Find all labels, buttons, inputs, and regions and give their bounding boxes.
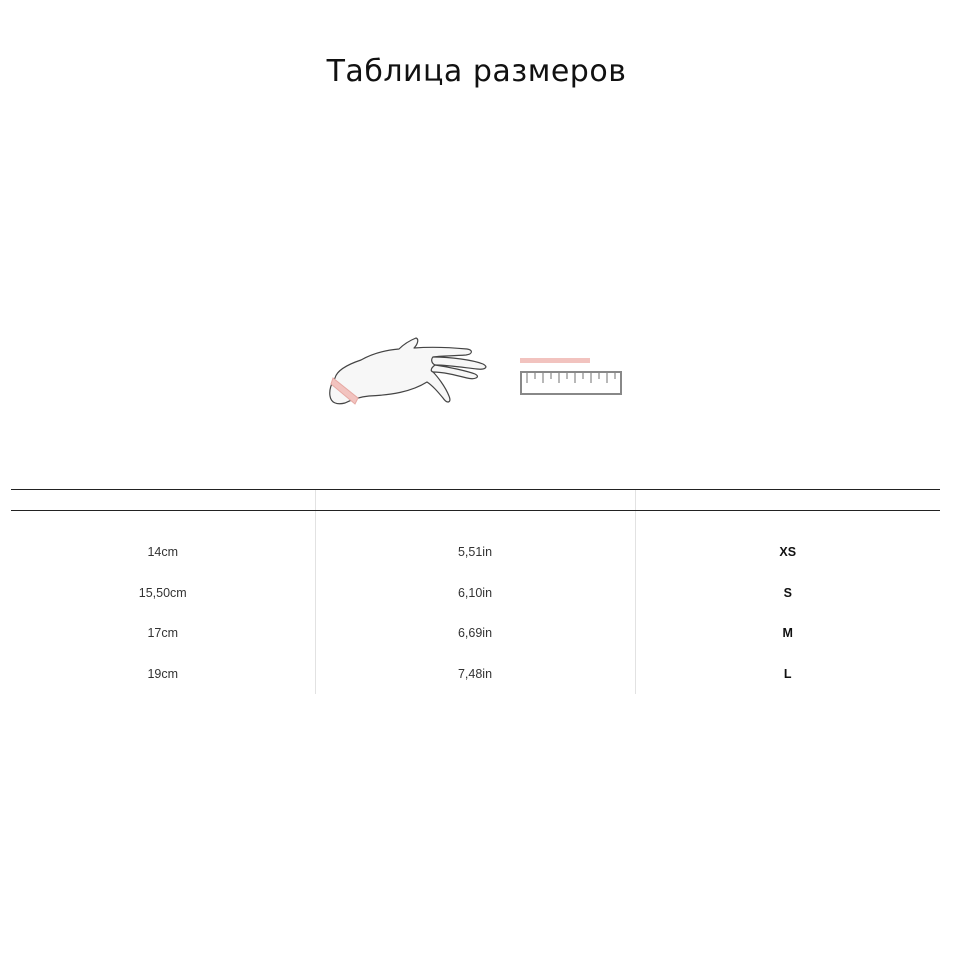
cell-size: XS <box>635 511 940 573</box>
header-cm <box>11 490 315 511</box>
cell-cm: 17cm <box>147 626 179 641</box>
size-table <box>11 489 940 694</box>
table-row <box>11 654 940 695</box>
ruler-icon <box>520 358 621 394</box>
header-in <box>315 490 635 511</box>
cell-size: L <box>635 654 940 695</box>
cell-in: 5,51in <box>315 511 635 573</box>
cell-cm: 14cm <box>147 545 179 560</box>
cell-in: 6,10in <box>315 573 635 614</box>
cell-in: 7,48in <box>315 654 635 695</box>
table-row <box>11 613 940 654</box>
table-row <box>11 573 940 614</box>
header-size <box>635 490 940 511</box>
table-header-row <box>11 490 940 511</box>
cell-cm: 15,50cm <box>138 585 187 600</box>
cell-size: S <box>635 573 940 614</box>
table-row <box>11 511 940 573</box>
page-title: Таблица размеров <box>326 54 627 89</box>
cell-in: 6,69in <box>315 613 635 654</box>
cell-cm: 19cm <box>147 666 179 681</box>
cell-size: M <box>635 613 940 654</box>
measurement-illustration <box>325 330 630 410</box>
